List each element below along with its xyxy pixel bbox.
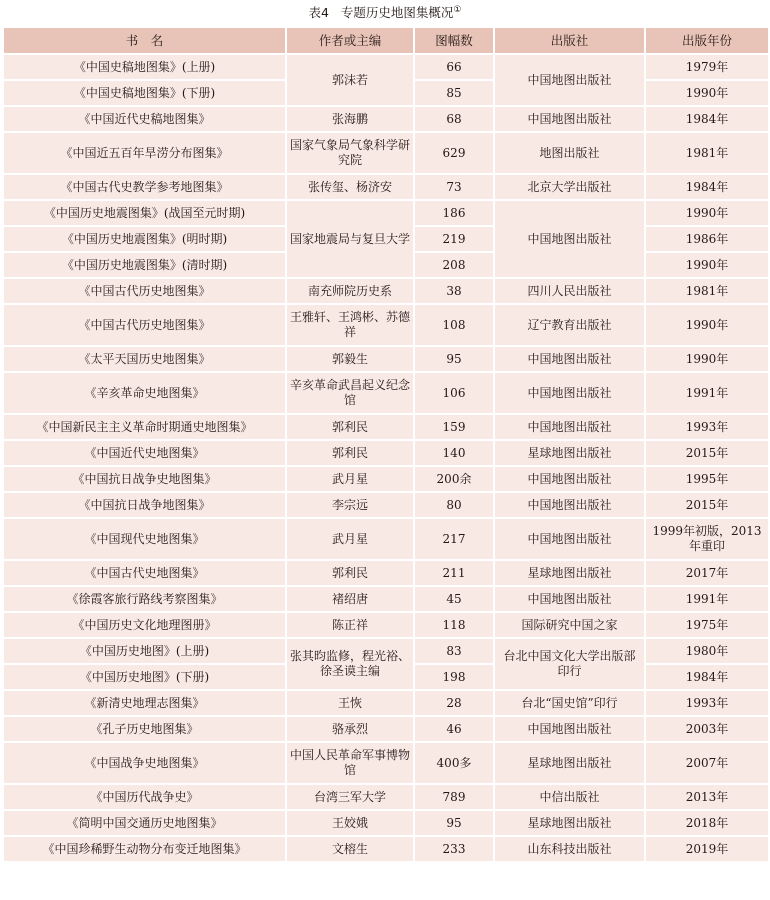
publish-year: 1993年 — [645, 690, 769, 716]
author-cell: 辛亥革命武昌起义纪念馆 — [286, 372, 414, 414]
publish-year: 1981年 — [645, 278, 769, 304]
publisher-cell: 星球地图出版社 — [494, 440, 645, 466]
author-cell: 国家气象局气象科学研究院 — [286, 132, 414, 174]
author-cell: 王姣娥 — [286, 810, 414, 836]
map-count: 208 — [414, 252, 494, 278]
publish-year: 1980年 — [645, 638, 769, 664]
map-count: 95 — [414, 810, 494, 836]
table-row — [3, 810, 769, 836]
header-row — [3, 27, 769, 54]
book-title: 《中国新民主主义革命时期通史地图集》 — [3, 414, 286, 440]
author-cell: 南充师院历史系 — [286, 278, 414, 304]
table-row — [3, 174, 769, 200]
book-title: 《中国历代战争史》 — [3, 784, 286, 810]
author-cell: 陈正祥 — [286, 612, 414, 638]
book-title: 《中国近代史地图集》 — [3, 440, 286, 466]
map-count: 400多 — [414, 742, 494, 784]
publish-year: 1984年 — [645, 664, 769, 690]
map-count: 233 — [414, 836, 494, 862]
book-title: 《简明中国交通历史地图集》 — [3, 810, 286, 836]
footnote-mark: ① — [453, 4, 462, 15]
publish-year: 2013年 — [645, 784, 769, 810]
author-cell: 郭利民 — [286, 440, 414, 466]
map-count: 85 — [414, 80, 494, 106]
publish-year: 1999年初版，2013年重印 — [645, 518, 769, 560]
author-cell: 郭沫若 — [286, 54, 414, 106]
map-count: 80 — [414, 492, 494, 518]
table-row — [3, 492, 769, 518]
author-cell: 国家地震局与复旦大学 — [286, 200, 414, 278]
publisher-cell: 中国地图出版社 — [494, 106, 645, 132]
map-count: 46 — [414, 716, 494, 742]
map-count: 789 — [414, 784, 494, 810]
publish-year: 1990年 — [645, 252, 769, 278]
table-row — [3, 106, 769, 132]
table-row — [3, 54, 769, 80]
author-cell: 郭利民 — [286, 560, 414, 586]
author-cell: 郭利民 — [286, 414, 414, 440]
book-title: 《中国现代史地图集》 — [3, 518, 286, 560]
publish-year: 1991年 — [645, 586, 769, 612]
publisher-cell: 台北中国文化大学出版部印行 — [494, 638, 645, 690]
author-cell: 骆承烈 — [286, 716, 414, 742]
author-cell: 张传玺、杨济安 — [286, 174, 414, 200]
publish-year: 2015年 — [645, 492, 769, 518]
publisher-cell: 地图出版社 — [494, 132, 645, 174]
publisher-cell: 星球地图出版社 — [494, 742, 645, 784]
publish-year: 1990年 — [645, 346, 769, 372]
book-title: 《中国古代历史地图集》 — [3, 278, 286, 304]
header-year: 出版年份 — [645, 27, 769, 54]
table-row — [3, 612, 769, 638]
map-count: 45 — [414, 586, 494, 612]
publisher-cell: 辽宁教育出版社 — [494, 304, 645, 346]
publish-year: 1991年 — [645, 372, 769, 414]
table-row — [3, 346, 769, 372]
publish-year: 2015年 — [645, 440, 769, 466]
book-title: 《中国历史地图》(下册) — [3, 664, 286, 690]
table-row — [3, 742, 769, 784]
publisher-cell: 中国地图出版社 — [494, 716, 645, 742]
publish-year: 2019年 — [645, 836, 769, 862]
author-cell: 武月星 — [286, 466, 414, 492]
author-cell: 李宗远 — [286, 492, 414, 518]
publisher-cell: 星球地图出版社 — [494, 560, 645, 586]
author-cell: 郭毅生 — [286, 346, 414, 372]
book-title: 《中国近五百年旱涝分布图集》 — [3, 132, 286, 174]
table-row — [3, 638, 769, 664]
map-count: 83 — [414, 638, 494, 664]
book-title: 《新清史地理志图集》 — [3, 690, 286, 716]
table-row — [3, 132, 769, 174]
map-count: 38 — [414, 278, 494, 304]
table-label: 表4 — [308, 5, 329, 20]
map-count: 198 — [414, 664, 494, 690]
publisher-cell: 山东科技出版社 — [494, 836, 645, 862]
author-cell: 褚绍唐 — [286, 586, 414, 612]
book-title: 《辛亥革命史地图集》 — [3, 372, 286, 414]
publisher-cell: 台北“国史馆”印行 — [494, 690, 645, 716]
publish-year: 1979年 — [645, 54, 769, 80]
publisher-cell: 中国地图出版社 — [494, 346, 645, 372]
map-count: 159 — [414, 414, 494, 440]
publisher-cell: 国际研究中国之家 — [494, 612, 645, 638]
book-title: 《中国古代历史地图集》 — [3, 304, 286, 346]
author-cell: 张海鹏 — [286, 106, 414, 132]
publish-year: 1990年 — [645, 304, 769, 346]
book-title: 《中国抗日战争史地图集》 — [3, 466, 286, 492]
book-title: 《中国历史地震图集》(战国至元时期) — [3, 200, 286, 226]
publish-year: 1984年 — [645, 174, 769, 200]
author-cell: 王恢 — [286, 690, 414, 716]
map-count: 217 — [414, 518, 494, 560]
publisher-cell: 中国地图出版社 — [494, 586, 645, 612]
header-author: 作者或主编 — [286, 27, 414, 54]
author-cell: 王雅轩、王鸿彬、苏德祥 — [286, 304, 414, 346]
map-count: 28 — [414, 690, 494, 716]
book-title: 《中国近代史稿地图集》 — [3, 106, 286, 132]
map-count: 629 — [414, 132, 494, 174]
table-row — [3, 560, 769, 586]
book-title: 《中国历史文化地理图册》 — [3, 612, 286, 638]
publisher-cell: 中国地图出版社 — [494, 54, 645, 106]
table-row — [3, 690, 769, 716]
publisher-cell: 中国地图出版社 — [494, 414, 645, 440]
table-row — [3, 784, 769, 810]
table-row — [3, 278, 769, 304]
map-count: 118 — [414, 612, 494, 638]
map-count: 73 — [414, 174, 494, 200]
book-title: 《中国古代史教学参考地图集》 — [3, 174, 286, 200]
map-count: 68 — [414, 106, 494, 132]
table-row — [3, 836, 769, 862]
book-title: 《中国历史地震图集》(清时期) — [3, 252, 286, 278]
table-row — [3, 440, 769, 466]
author-cell: 中国人民革命军事博物馆 — [286, 742, 414, 784]
header-count: 图幅数 — [414, 27, 494, 54]
publish-year: 2018年 — [645, 810, 769, 836]
book-title: 《中国历史地图》(上册) — [3, 638, 286, 664]
author-cell: 台湾三军大学 — [286, 784, 414, 810]
publish-year: 1995年 — [645, 466, 769, 492]
table-caption — [0, 3, 770, 23]
publisher-cell: 中国地图出版社 — [494, 492, 645, 518]
publish-year: 1993年 — [645, 414, 769, 440]
publisher-cell: 中国地图出版社 — [494, 200, 645, 278]
book-title: 《孔子历史地图集》 — [3, 716, 286, 742]
table-row — [3, 200, 769, 226]
publisher-cell: 星球地图出版社 — [494, 810, 645, 836]
author-cell: 武月星 — [286, 518, 414, 560]
publisher-cell: 中信出版社 — [494, 784, 645, 810]
map-count: 108 — [414, 304, 494, 346]
header-title: 书 名 — [3, 27, 286, 54]
table-row — [3, 304, 769, 346]
book-title: 《中国战争史地图集》 — [3, 742, 286, 784]
publish-year: 1986年 — [645, 226, 769, 252]
book-title: 《徐霞客旅行路线考察图集》 — [3, 586, 286, 612]
table-row — [3, 414, 769, 440]
map-count: 140 — [414, 440, 494, 466]
map-count: 95 — [414, 346, 494, 372]
map-count: 200余 — [414, 466, 494, 492]
header-publisher: 出版社 — [494, 27, 645, 54]
publisher-cell: 中国地图出版社 — [494, 372, 645, 414]
map-count: 106 — [414, 372, 494, 414]
book-title: 《中国古代史地图集》 — [3, 560, 286, 586]
book-title: 《中国历史地震图集》(明时期) — [3, 226, 286, 252]
publisher-cell: 中国地图出版社 — [494, 518, 645, 560]
publish-year: 2003年 — [645, 716, 769, 742]
author-cell: 张其昀监修，程光裕、徐圣谟主编 — [286, 638, 414, 690]
publish-year: 1990年 — [645, 80, 769, 106]
book-title: 《中国史稿地图集》(下册) — [3, 80, 286, 106]
publish-year: 1990年 — [645, 200, 769, 226]
book-title: 《中国珍稀野生动物分布变迁地图集》 — [3, 836, 286, 862]
publish-year: 1984年 — [645, 106, 769, 132]
book-title: 《太平天国历史地图集》 — [3, 346, 286, 372]
publisher-cell: 四川人民出版社 — [494, 278, 645, 304]
table-row — [3, 518, 769, 560]
table-row — [3, 586, 769, 612]
map-count: 211 — [414, 560, 494, 586]
publisher-cell: 中国地图出版社 — [494, 466, 645, 492]
publish-year: 2007年 — [645, 742, 769, 784]
map-count: 66 — [414, 54, 494, 80]
table-row — [3, 466, 769, 492]
author-cell: 文榕生 — [286, 836, 414, 862]
publish-year: 2017年 — [645, 560, 769, 586]
map-count: 186 — [414, 200, 494, 226]
book-title: 《中国抗日战争地图集》 — [3, 492, 286, 518]
table-title: 专题历史地图集概况 — [340, 5, 454, 20]
book-title: 《中国史稿地图集》(上册) — [3, 54, 286, 80]
publish-year: 1975年 — [645, 612, 769, 638]
publisher-cell: 北京大学出版社 — [494, 174, 645, 200]
atlas-table — [2, 26, 770, 863]
map-count: 219 — [414, 226, 494, 252]
table-row — [3, 716, 769, 742]
publish-year: 1981年 — [645, 132, 769, 174]
table-row — [3, 372, 769, 414]
